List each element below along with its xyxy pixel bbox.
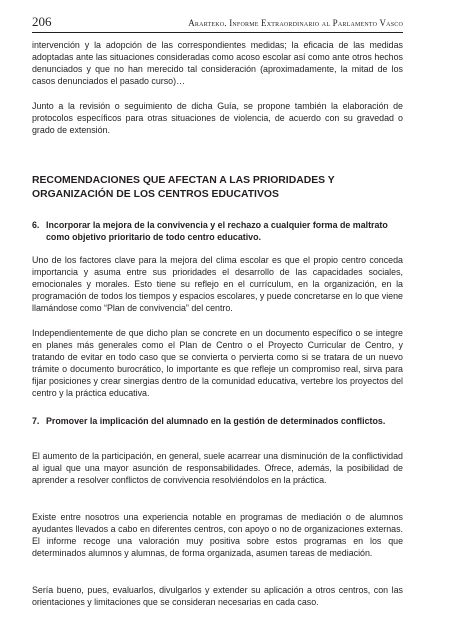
item-number: 7. xyxy=(32,416,40,426)
paragraph-text: intervención y la adopción de las correspondientes medidas; la eficacia de las medidas adoptadas ante las situaciones consideradas como acoso escolar así como ante otros hechos denunciados y que no han merecido tal consideración (aproximadamente, la mitad de los casos denunciados el pasado curso)… xyxy=(32,40,403,86)
running-header xyxy=(32,14,403,33)
document-page xyxy=(32,14,403,607)
paragraph xyxy=(32,585,403,609)
page-number: 206 xyxy=(32,14,52,29)
section-heading-text: RECOMENDACIONES QUE AFECTAN A LAS PRIORIDADES Y ORGANIZACIÓN DE LOS CENTROS EDUCATIVOS xyxy=(32,175,335,200)
section-heading xyxy=(32,174,403,202)
paragraph-text: Existe entre nosotros una experiencia notable en programas de mediación o de alumnos ayudantes llevados a cabo en diferentes centros, con apoyo o no de organizaciones externas. El informe recoge una valoración muy positiva sobre estos programas en los que determinados alumnos y alumnas, de forma organizada, asumen tareas de mediación. xyxy=(32,512,403,558)
paragraph xyxy=(32,255,403,315)
paragraph xyxy=(32,512,403,560)
item-number: 6. xyxy=(32,220,40,230)
paragraph-text: Uno de los factores clave para la mejora del clima escolar es que el propio centro conceda importancia y asuma entre sus prioridades el desarrollo de las capacidades sociales, emocionales y morales. Esto tiene su reflejo en el currículum, en la organización, en la programación de todos los tiempos y espacios escolares, y puede concretarse en lo que viene llamándose como “Plan de convivencia” del centro. xyxy=(32,255,403,313)
paragraph xyxy=(32,451,403,487)
item-text: Promover la implicación del alumnado en la gestión de determinados conflictos. xyxy=(46,416,386,426)
paragraph xyxy=(32,40,403,88)
paragraph-text: Sería bueno, pues, evaluarlos, divulgarlos y extender su aplicación a otros centros, con las orientaciones y limitaciones que se consideran necesarias en cada caso. xyxy=(32,585,403,607)
running-header-title: Ararteko. Informe Extraordinario al Parlamento Vasco xyxy=(188,18,403,28)
recommendation-item-6 xyxy=(32,219,403,243)
paragraph xyxy=(32,328,403,399)
recommendation-item-7 xyxy=(32,415,403,427)
paragraph-text: Independientemente de que dicho plan se concrete en un documento específico o se integre en planes más generales como el Plan de Centro o el Proyecto Curricular de Centro, y tratando de evitar en todo caso que se convierta o pervierta como si se tratara de un nuevo trámite o documento burocrático, lo importante es que refleje un compromiso real, sirva para fijar posiciones y crear sinergias dentro de la comunidad educativa, vertebre los proyectos del centro y la práctica educativa. xyxy=(32,328,403,398)
paragraph xyxy=(32,101,403,137)
paragraph-text: El aumento de la participación, en general, suele acarrear una disminución de la conflictividad al igual que una mayor asunción de responsabilidades. Ofrece, además, la posibilidad de aprender a resolver conflictos de convivencia resolviéndolos en la práctica. xyxy=(32,451,403,485)
paragraph-text: Junto a la revisión o seguimiento de dicha Guía, se propone también la elaboración de protocolos específicos para otras situaciones de violencia, de acuerdo con su gravedad o grado de extensión. xyxy=(32,101,403,135)
item-text: Incorporar la mejora de la convivencia y el rechazo a cualquier forma de maltrato como objetivo prioritario de todo centro educativo. xyxy=(46,220,388,242)
